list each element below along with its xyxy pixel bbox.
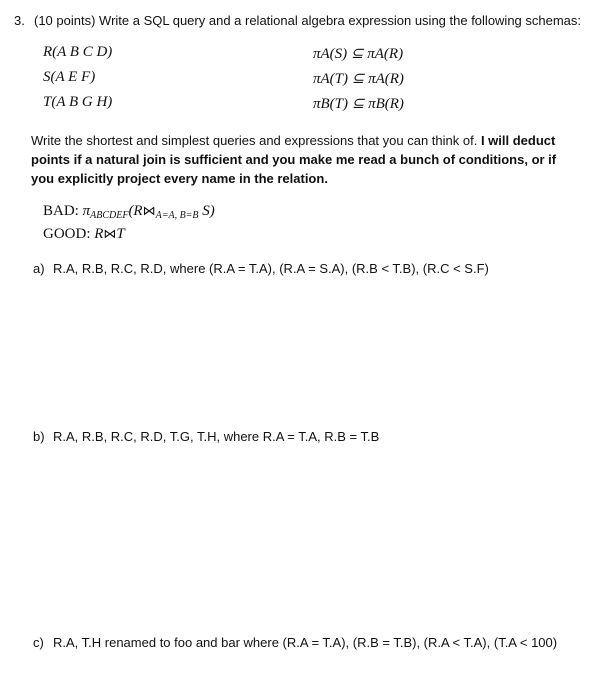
good-label: GOOD: xyxy=(43,226,91,242)
part-b-label: b) xyxy=(33,429,45,444)
question-header: (10 points) Write a SQL query and a relational algebra expression using the following schemas: xyxy=(34,13,582,28)
part-b-text: R.A, R.B, R.C, R.D, T.G, T.H, where R.A = T.A, R.B = T.B xyxy=(53,429,380,444)
good-relation-r: R xyxy=(94,226,104,242)
schema-r: R(A B C D) xyxy=(43,44,113,60)
schema-s: S(A E F) xyxy=(43,69,96,85)
instructions-bold: I will deduct points if a natural join is sufficient and you make me read a bunch of conditions, or if you explicitly project every name in the relation. xyxy=(31,133,557,186)
good-relation-t: T xyxy=(116,226,125,242)
bad-join-condition: A=A, B=B xyxy=(155,210,199,221)
instructions-paragraph xyxy=(31,131,571,188)
part-a xyxy=(33,261,489,276)
question-number: 3. xyxy=(14,13,25,28)
bad-example xyxy=(43,203,215,221)
bad-open-expression: (R xyxy=(128,203,143,219)
part-b xyxy=(33,429,379,444)
bad-close-expression: S) xyxy=(198,203,215,219)
bad-join-symbol: ⋈ xyxy=(142,203,156,218)
part-c-text: R.A, T.H renamed to foo and bar where (R.A = T.A), (R.B = T.B), (R.A < T.A), (T.A < 100) xyxy=(53,635,558,650)
bad-projection-symbol: π xyxy=(82,203,91,219)
constraint-t-in-r-a: πA(T) ⊆ πA(R) xyxy=(313,71,404,87)
schema-t: T(A B G H) xyxy=(43,94,113,110)
constraint-s-in-r: πA(S) ⊆ πA(R) xyxy=(313,46,404,62)
part-c-label: c) xyxy=(33,635,44,650)
instructions-normal: Write the shortest and simplest queries and expressions that you can think of. xyxy=(31,133,481,148)
bad-label: BAD: xyxy=(43,203,79,219)
part-c xyxy=(33,635,557,650)
constraint-t-in-r-b: πB(T) ⊆ πB(R) xyxy=(313,96,404,112)
good-join-symbol: ⋈ xyxy=(103,226,117,241)
part-a-label: a) xyxy=(33,261,45,276)
good-example xyxy=(43,226,125,243)
part-a-text: R.A, R.B, R.C, R.D, where (R.A = T.A), (R.A = S.A), (R.B < T.B), (R.C < S.F) xyxy=(53,261,489,276)
bad-projection-subscript: ABCDEF xyxy=(90,210,129,221)
